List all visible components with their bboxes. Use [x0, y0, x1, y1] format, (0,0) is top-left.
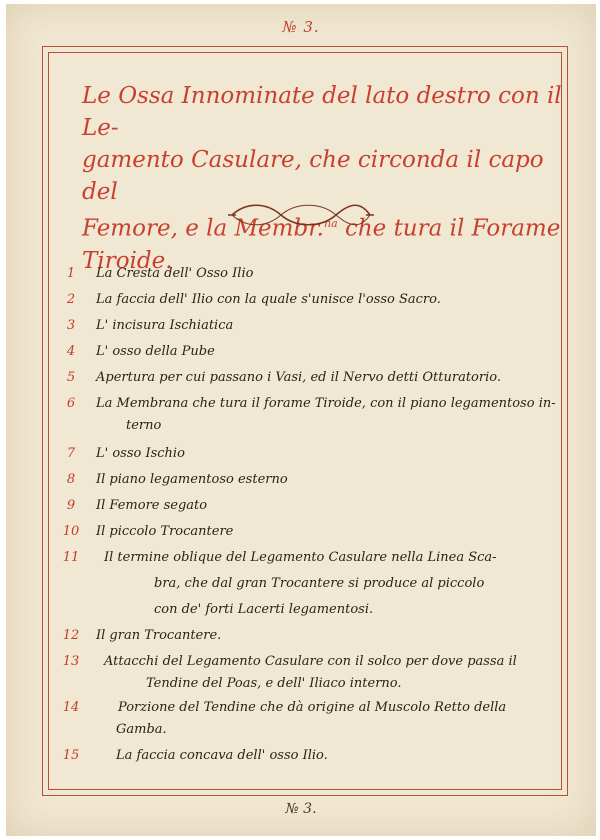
entry-text-line: La Membrana che tura il forame Tiroide, con il piano legamentoso in-	[96, 396, 556, 411]
entry-number: 3	[66, 318, 76, 333]
entry-number: 12	[62, 628, 80, 643]
page-number-bottom: № 3.	[285, 801, 317, 817]
entry-number: 11	[62, 550, 80, 565]
entry-text-line: La faccia concava dell' osso Ilio.	[116, 748, 328, 763]
entry-number: 15	[62, 748, 80, 763]
entry-text-line: Il termine oblique del Legamento Casulare nella Linea Sca-	[104, 550, 497, 565]
entry-text-line: Attacchi del Legamento Casulare con il solco per dove passa il	[104, 654, 517, 669]
entry-number: 9	[66, 498, 76, 513]
entry-text-line: Il piano legamentoso esterno	[96, 472, 288, 487]
entry-text-line: L' osso della Pube	[96, 344, 215, 359]
entry-number: 13	[62, 654, 80, 669]
entry-number: 14	[62, 700, 80, 715]
entry-number: 1	[66, 266, 76, 281]
entry-text-line: Il piccolo Trocantere	[96, 524, 234, 539]
entry-number: 10	[62, 524, 80, 539]
entry-text-line: bra, che dal gran Trocantere si produce al piccolo	[154, 576, 485, 591]
entry-number: 5	[66, 370, 76, 385]
page-title	[82, 80, 562, 277]
entry-text-line: terno	[126, 418, 162, 433]
entry-number: 2	[66, 292, 76, 307]
title-line-1: Le Ossa Innominate del lato destro con il Le-	[82, 83, 562, 141]
entry-text-line: Tendine del Poas, e dell' Iliaco interno.	[146, 676, 402, 691]
page-number-top: № 3.	[282, 18, 320, 36]
entry-text-line: L' osso Ischio	[96, 446, 185, 461]
entry-text-line: Porzione del Tendine che dà origine al Muscolo Retto della	[118, 700, 507, 715]
entry-text-line: con de' forti Lacerti legamentosi.	[154, 602, 374, 617]
title-line-3: Femore, e la Membr.$^{na}$ che tura il Forame Tiroide.	[82, 215, 561, 274]
calligraphic-flourish	[226, 198, 376, 232]
entry-text-line: Il gran Trocantere.	[96, 628, 222, 643]
entry-text-line: La faccia dell' Ilio con la quale s'unisce l'osso Sacro.	[96, 292, 441, 307]
entry-text-line: Apertura per cui passano i Vasi, ed il Nervo detti Otturatorio.	[96, 370, 501, 385]
entry-text-line: Il Femore segato	[96, 498, 208, 513]
entry-number: 4	[66, 344, 76, 359]
title-line-2: gamento Casulare, che circonda il capo del	[82, 147, 544, 205]
entry-text-line: Gamba.	[116, 722, 167, 737]
entry-number: 8	[66, 472, 76, 487]
manuscript-page	[6, 4, 596, 836]
entry-text-line: L' incisura Ischiatica	[96, 318, 234, 333]
entry-number: 6	[66, 396, 76, 411]
entry-number: 7	[66, 446, 76, 461]
entry-text-line: La Cresta dell' Osso Ilio	[96, 266, 254, 281]
